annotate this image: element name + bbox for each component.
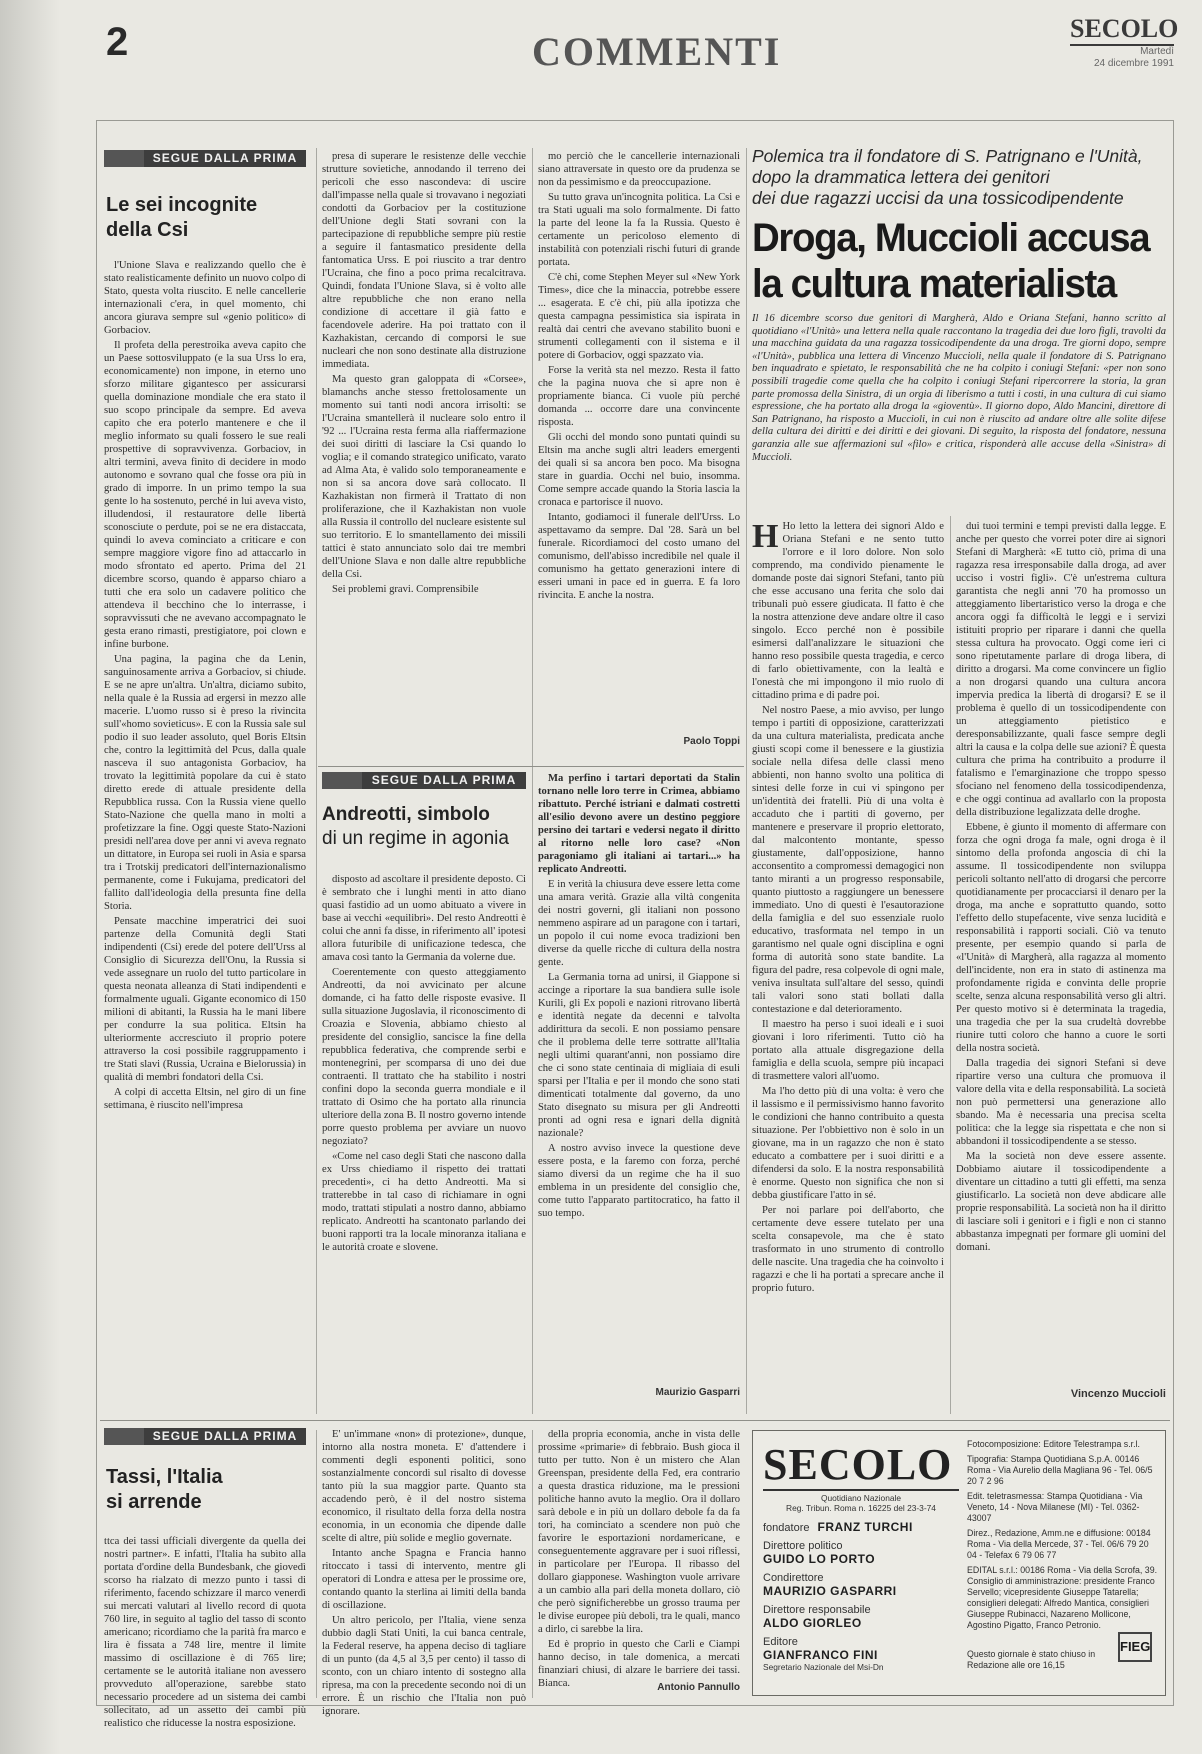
column-rule xyxy=(532,148,533,1414)
masthead-logo: SECOLO xyxy=(1070,14,1174,46)
andreotti-headline-line-2: di un regime in agonia xyxy=(322,828,509,849)
column-rule xyxy=(532,1430,533,1698)
section-rule xyxy=(100,1420,1170,1421)
paragraph: La Germania torna ad unirsi, il Giappone si accinge a riportare la sua bandiera sulle isole Kurili, gli Ex popoli e nazioni ritrovano libertà e identità negate da decenni e talvolta addirittura da secoli. E non possiamo pensare che il problema delle terre sottratte all'Italia negli ultimi quarant'anni, non possiamo dire che ci sono state centinaia di migliaia di esuli sparsi per l'Italia e per il mondo che sono stati dimenticati totalmente dal governo, da uno Stato disegnato su misura per gli Andreotti pronti ad ogni resa e ignari della dignità nazionale? xyxy=(538,972,740,1139)
founder-row xyxy=(763,1520,959,1534)
paragraph: Sei problemi gravi. Comprensibile xyxy=(332,584,479,595)
muccioli-headline-line-1: Droga, Muccioli accusa xyxy=(752,216,1150,260)
column-rule xyxy=(316,148,317,1414)
muccioli-column-2 xyxy=(956,520,1166,1412)
paragraph: E in verità la chiusura deve essere letta come una amara verità. Grazie alla viltà congenita dei nostri governi, gli italiani non possono nemmeno aspirare ad un paragone con i tartari, un popolo il cui nome evoca tradizioni ben diverse da quelle ricche di cultura della nostra gente. xyxy=(538,879,740,968)
andreotti-article-column-1 xyxy=(322,772,526,1412)
csi-headline-line-2: della Csi xyxy=(106,219,189,241)
header-date: 24 dicembre 1991 xyxy=(1093,58,1174,69)
andreotti-tag-bar xyxy=(322,772,526,789)
responsible-director-label: Direttore responsabile xyxy=(763,1603,871,1616)
paragraph: mo perciò che le cancellerie internazionali siano attraversate in questo ore da prudenza se non da pessimismo e da preoccupazione. xyxy=(538,151,740,188)
paragraph: ttca dei tassi ufficiali divergente da quella dei nostri partner». E infatti, l'Italia ha subìto alla portata d'ordine della Bundesbank, che giovedì scorso ha rialzato di mezzo punto i tassi di riferimento, facendo schizzare il marco venerdì sui mercati valutari al livello record di quota 760 lire, in seguito al taglio del tasso di sconto americano; ricordiamo che la parità fra marco e lira è fissata a 748 lire, mentre il limite massimo di oscillazione è di 765 lire; certamente se le autorità italiane non avessero provveduto all'operazione, sarebbe stato necessario procedere ad un sistema dei cambi sollecitato, ad un assetto dei cambi più realistico che riducesse la nostra esposizione. xyxy=(104,1536,306,1729)
masthead-box-left xyxy=(763,1441,959,1672)
masthead-box xyxy=(752,1430,1166,1696)
imprint-line: EDITAL s.r.l.: 00186 Roma - Via della Scrofa, 39. Consiglio di amministrazione: presidente Franco Servello; vicepresidente Giuseppe Tatarella; consiglieri delegati: Alfredo Mantica, consiglieri Giuseppe Rubinacci, Nazareno Mollicone, Agostino Pigatto, Franco Petronio. xyxy=(967,1565,1158,1630)
founder-name: FRANZ TURCHI xyxy=(817,1519,913,1534)
paragraph: Ma la società non deve essere assente. Dobbiamo aiutare il tossicodipendente a diventare un cittadino a tutti gli effetti, ma senza giustificarlo. La società non deve abdicare alle proprie responsabilità. La società non ha il diritto di lasciare soli i genitori e i figli e non ci stanno abbastanza impegnati per formare gli uomini del domani. xyxy=(956,1151,1166,1253)
csi-tag: SEGUE DALLA PRIMA xyxy=(144,150,306,167)
tassi-author: Antonio Pannullo xyxy=(657,1682,740,1693)
tassi-headline-line-1: Tassi, l'Italia xyxy=(106,1466,223,1488)
editor-name: GIANFRANCO FINI xyxy=(763,1647,878,1662)
muccioli-kicker-line-1: Polemica tra il fondatore di S. Patrignano e l'Unità, xyxy=(752,146,1143,166)
tag-block xyxy=(104,1428,144,1445)
csi-headline-line-1: Le sei incognite xyxy=(106,194,258,216)
csi-body-3 xyxy=(538,150,740,730)
csi-headline xyxy=(106,193,306,243)
csi-article-column-3 xyxy=(538,150,740,760)
imprint-block xyxy=(967,1439,1159,1639)
csi-article-column-1 xyxy=(104,150,306,1412)
section-title: COMMENTI xyxy=(532,29,782,74)
tassi-article-column-3 xyxy=(538,1428,740,1700)
masthead-registration: Reg. Tribun. Roma n. 16225 del 23-3-74 xyxy=(786,1503,936,1514)
responsible-director-name: ALDO GIORLEO xyxy=(763,1615,862,1630)
paragraph: l'Unione Slava e realizzando quello che è stato realisticamente definito un nuovo colpo di Stato, questa volta riuscito. E nelle cancellerie internazionali c'era, in quel momento, chi ancora giurava sempre sul «genio politico» di Gorbaciov. xyxy=(104,260,306,336)
paragraph: «Come nel caso degli Stati che nascono dalla ex Urss chiediamo il rispetto dei trattati precedenti», ci ha detto Andreotti. Ma si tratterebbe in tal caso di richiamare in ogni modo, trattati stipulati a nostro danno, abbiamo replicato. Andreotti ha scantonato parlando dei buoni rapporti tra la locale minoranza italiana e le autorità croate e slovene. xyxy=(322,1151,526,1253)
andreotti-headline-line-1: Andreotti, simbolo xyxy=(322,804,490,825)
paragraph: Pensate macchine imperatrici dei suoi partenze della Comunità degli Stati indipendenti (Csi) erede del potere dell'Urss al Consiglio di Sicurezza dell'Onu, la Russia si vede assegnare un ruolo del tutto particolare in questa neonata alleanza di Stati indipendenti e formalmente uguali. Gigante economico di 150 milioni di abitanti, la Russia ha le mani libere per condurre la sua politica. Eltsin ha ulteriormente accresciuto il proprio potere attraverso la cosi possibile raggruppamento i tre Stati slavi (Russia, Ucraina e Bielorussia) in qualità di membri fondatori della Csi. xyxy=(104,916,306,1083)
tag-block xyxy=(322,772,362,789)
editor-label: Editore xyxy=(763,1635,798,1648)
header-masthead xyxy=(1070,14,1179,70)
csi-author: Paolo Toppi xyxy=(683,736,740,747)
tag-block xyxy=(104,150,144,167)
andreotti-headline xyxy=(322,803,526,851)
csi-body-1 xyxy=(104,259,306,1112)
codirector-label: Condirettore xyxy=(763,1571,824,1584)
muccioli-headline-line-2: la cultura materialista xyxy=(752,262,1116,306)
paragraph: Nel nostro Paese, a mio avviso, per lungo tempo i partiti di opposizione, caratterizzati da una cultura materialista, predicata anche giusti scopi come il benessere e la giustizia sociale nella difesa delle classi meno abbienti, non hanno svolto una politica di sintesi delle forze in cui vi spingono per un'identità dei fratelli. Più di una volta è accaduto che i partiti di governo, per mantenere e preservare il proprio elettorato, dal malcontento montante, spesso giustamente, dall'opposizione, hanno acconsentito a compromessi demagogici non tanto miranti a un progresso responsabile, quanto piuttosto a raggiungere un benessere immediato. Uno di questi è l'esautorazione della famiglia e del suo essenziale ruolo educativo, trasformata nel tempo in un garantismo nel quale ogni disciplina e ogni forma di autorità sono state bandite. La figura del padre, resa colpevole di ogni male, veniva insultata sull'altare del sesso, quindi tali valori sono stati bollati dalla contestazione e dal deterioramento. xyxy=(752,705,944,1015)
paragraph: Coerentemente con questo atteggiamento Andreotti, da noi avvicinato per alcune domande, ci ha fatto delle risposte evasive. Il sulla situazione Jugoslavia, il riconoscimento di Croazia e Slovenia, abbiamo chiesto al presidente del consiglio, sancisce la fine della repubblica federativa, che comprende serbi e montenegrini, per scomparsa di uno dei due contraenti. Il trattato che ha stabilito i nostri confini dopo la seconda guerra mondiale e il trattato di Osimo che ha portato alla rinuncia ulteriore della zona B. Il nostro governo intende porre questo problema per avviare un nuovo negoziato? xyxy=(322,967,526,1147)
paragraph: Il profeta della perestroika aveva capito che un Paese sottosviluppato (e la sua Urss lo era, economicamente) non impone, in eterno uno sforzo militare gigantesco per assicurarsi quella dominazione mondiale che era stato il suo scopo principale da sempre. Ed aveva capito che era poterlo mantenere e che il meglio informato su quali fossero le sue reali prospettive di sopravvivenza. Gorbaciov, in altri termini, aveva finito di decidere in modo autonomo e sovrano qual che fosse ora più in grado di imporre. In un primo tempo la sua gente lo ha sostenuto, perché in lui aveva visto, illudendosi, il restauratore delle libertà sconosciute o perdute, poi se ne era distaccata, quindi lo aveva cominciato a criticare e con sempre maggiore vigore fino ad attaccarlo in modo sfrontato ed aperto. Prima del 21 dicembre scorso, quando è apparso chiaro a tutti che era solo un cadavere politico che attendeva il becchino che lo interrasse, i sopravvissuti che ne avevano accompagnato le gesta erano rimasti, prestigiatore, poi clown e infine burbone. xyxy=(104,340,306,650)
header-day: Martedì xyxy=(1140,46,1174,57)
masthead-subtitle: Quotidiano Nazionale xyxy=(763,1489,959,1503)
paragraph: Intanto, godiamoci il funerale dell'Urss. Lo aspettavamo da sempre. Dal '28. Sarà un bel funerale. Ricordiamoci del costo umano del comunismo, dell'abisso incredibile nel quale il comunismo ha gettato generazioni intere di esseri umani in pace ed in guerra. E fa loro rivincita. E anche la nostra. xyxy=(538,512,740,601)
paragraph: Ho letto la lettera dei signori Aldo e Oriana Stefani e ne sento tutto l'orrore e il loro dolore. Non solo comprendo, ma condivido pienamente le domande poste dai signori Stefani, tanto più che esse accusano una ferita che solo dai tribunali può essere giudicata. Il fatto è che la nostra attenzione deve andare oltre il caso singolo. Ecco perché non è possibile esimersi dall'analizzare le situazioni che hanno reso possibile questa tragedia, e cerco di farlo obiettivamente, con la lealtà e l'onestà che mi impongono il mio ruolo di cittadino prima e di padre poi. xyxy=(752,521,944,701)
tassi-headline xyxy=(106,1465,306,1515)
muccioli-column-1 xyxy=(752,520,944,1412)
paragraph: disposto ad ascoltare il presidente deposto. Ci è sembrato che i lunghi menti in atto diano quasi fastidio ad un uomo abituato a vivere in base ai vecchi «equilibri». Del resto Andreotti è colui che anni fa disse, in riferimento all' ipotesi allora futuribile di unificazione tedesca, che amava così tanto la Germania da volerne due. xyxy=(322,874,527,963)
imprint-line: Edit. teletrasmessa: Stampa Quotidiana - Via Veneto, 14 - Nova Milanese (MI) - Tel. 0362-43007 xyxy=(967,1491,1143,1523)
muccioli-body-1 xyxy=(752,520,944,1295)
paragraph: A nostro avviso invece la questione deve essere posta, e la faremo con forza, perché siamo diversi da un regime che ha il suo emblema in un presidente del consiglio che, come tutto l'apparato partitocratico, ha fatto il suo tempo. xyxy=(538,1143,740,1219)
imprint-line: Fotocomposizione: Editore Telestrampa s.r.l. xyxy=(967,1439,1140,1449)
muccioli-kicker-line-3: dei due ragazzi uccisi da una tossicodipendente xyxy=(752,188,1124,208)
director-label: Direttore politico xyxy=(763,1539,843,1552)
imprint-line: Tipografia: Stampa Quotidiana S.p.A. 00146 Roma - Via Aurelio della Magliana 96 - Tel. 06/5 20 7 2 96 xyxy=(967,1454,1153,1486)
tassi-headline-line-2: si arrende xyxy=(106,1491,202,1513)
paragraph: presa di superare le resistenze delle vecchie strutture sovietiche, annodando il terreno dei pericoli che esso nascondeva: di uscire dall'impasse nella quale si trovavano i negoziati condotti da Gorbaciov per la costituzione dell'Unione degli Stati sovrani con la partecipazione di repubbliche sempre più restie a seguire il fantasmatico presidente della fantomatica Urss. E poi riuscito a trar dentro l'Ucraina, che fino a poco prima recalcitrava. Quindi, fondata l'Unione Slava, si è volto alle altre repubbliche che non erano nella condizione di accettare il già fatto e facendovele aderire. Ha poi trattato con il Kazhakistan, cercando di comporsi le sue nucleari che non sono destinate alla distruzione immediata. xyxy=(322,151,526,370)
muccioli-headline xyxy=(752,215,1149,307)
paragraph: C'è chi, come Stephen Meyer sul «New York Times», dice che la minaccia, potrebbe essere ... esagerata. E c'è chi, più alla ipotizza che questa campagna pessimistica sia ispirata in realtà dai centri che avevano stabilito buoni e strumenti collegamenti con il sistema e il potere di Gorbaciov, oggi spazzato via. xyxy=(538,272,740,361)
tassi-tag-bar xyxy=(104,1428,306,1445)
paragraph: Una pagina, la pagina che da Lenin, sanguinosamente arriva a Gorbaciov, si chiude. E se ne apre un'altra. Un'altra, diciamo subito, nella quale è la Russia ad ergersi in mezzo alle macerie. L'uomo russo si è preso la rivincita sull'«homo sovieticus». E con la Russia sale sul podio il suo leader assoluto, quel Boris Eltsin che, contro la legittimità del Pcus, dalla quale nasceva il suo antagonista Gorbaciov, ha trovato la legittimità popolare da cui è stato diretto erede di attuale presidente della Repubblica russa. Con la Russia viene quello Stato-Nazione che quella mano in molti a profetizzare la fine. Oggi queste Stato-Nazioni presidi nell'area dove per anni vi aveva regnato un dittatore, in Europa sei ruoli in Asia e sparsa tra i Trotskij predicatori dell'internazionalismo permanente, come i Fukujama, predicatori del fallito dall'ideologia della presunta fine della Storia. xyxy=(104,654,306,912)
paragraph: Il maestro ha perso i suoi ideali e i suoi giovani i loro riferimenti. Tutto ciò ha portato alla attuale disgregazione della famiglia e della scuola, sempre più incapaci di trasmettere valori all'uomo. xyxy=(752,1019,944,1082)
editor-subtitle: Segretario Nazionale del Msi-Dn xyxy=(763,1661,884,1672)
csi-article-column-2 xyxy=(322,150,526,760)
csi-tag-bar xyxy=(104,150,306,167)
paragraph: Per noi parlare poi dell'aborto, che certamente deve essere tutelato per una scelta consapevole, ma che è stato trasformato in uno strumento di controllo delle nascite. Una tragedia che ha coinvolto i ragazzi e che li ha portati a sprecare anche il proprio futuro. xyxy=(752,1205,944,1294)
paragraph: Ed è proprio in questo che Carli e Ciampi hanno deciso, in tale domenica, a mercati finanziari chiusi, di alzare le barriere dei tassi. Bianca. xyxy=(538,1639,740,1689)
andreotti-article-column-2 xyxy=(538,772,740,1412)
andreotti-body-2 xyxy=(538,772,740,1377)
column-rule xyxy=(746,148,747,1414)
paragraph: Gli occhi del mondo sono puntati quindi su Eltsin ma anche sugli altri leaders emergenti dei quali si sa ancora ben poco. Ma bisogna stare in guardia. Occhi nel buio, insomma. Come sempre accade quando la Storia lascia la cronaca e partorisce il nuovo. xyxy=(538,432,740,508)
closing-note: Questo giornale è stato chiuso in Redazione alle ore 16,15 xyxy=(967,1649,1096,1670)
csi-body-2 xyxy=(322,150,526,596)
paragraph: della propria economia, anche in vista delle prossime «primarie» di febbraio. Bush gioca il tutto per tutto. Non è un mistero che Alan Greenspan, presidente della Fed, era contrario a questa drastica riduzione, ma le pressioni politiche hanno avuto la meglio. Ora il dollaro sarà debole e in più un dollaro debole fa da fa tori, ha cominciato a scendere non può che favorire le esportazioni nordamericane, e conseguentemente aggravare per i suoi riflessi, in particolare per l'Europa. Il ribasso del dollaro giapponese. Washington vuole arrivare a un cambio alla pari della moneta dollaro, ciò che però significherebbe un grosso trauma per le divise europee più deboli, tra le quali, manco a dirlo, ci sarebbe la lira. xyxy=(538,1429,740,1635)
page-fold-shadow xyxy=(0,0,60,1754)
section-rule xyxy=(318,766,744,767)
fieg-stamp: FIEG xyxy=(1118,1632,1152,1662)
column-rule xyxy=(950,516,951,1414)
paragraph: Forse la verità sta nel mezzo. Resta il fatto che la pagina nuova che si apre non è propriamente bianca. Ci vuole più perché domanda ... occorre dare una convincente risposta. xyxy=(538,365,740,428)
imprint-line: Direz., Redazione, Amm.ne e diffusione: 00184 Roma - Via della Mercede, 37 - Tel. 06/6 79 20 04 - Telefax 6 79 06 77 xyxy=(967,1528,1151,1560)
paragraph: Ma perfino i tartari deportati da Stalin tornano nelle loro terre in Crimea, abbiamo ribattuto. Perché istriani e dalmati costretti all'esilio devono avere un destino peggiore persino dei tartari e vedersi negato il diritto al ritorno nelle loro case? «Non paragoniamo gli italiani ai tartari...» ha replicato Andreotti. xyxy=(538,773,740,875)
column-rule xyxy=(316,1430,317,1698)
paragraph: dui tuoi termini e tempi previsti dalla legge. E anche per questo che vorrei poter dire ai signori Stefani di Margherà: «E tutto ciò, prima di una ragazza resa irresponsabile dalla droga, ad aver ucciso i vostri figli». C'è un'estrema cultura garantista che negli anni '70 ha promosso un atteggiamento libertaristico verso la droga e che ancora oggi fa difficoltà le leggi e i servizi istituiti proprio per riparare i danni che quella stessa cultura ha provocato. Oggi come ieri ci sono ripetutamente parlare di droga libera, di diritto a drogarsi. Ma come convincere un figlio a non drogarsi quando una cultura ancora impervia predica la libertà di drogarsi? E se il problema è quello di un tossicodipendente con un atteggiamento pietistico e deresponsabilizzante, quali fasce sempre degli altri la causa e la colpa delle sue azioni? È questa cultura che prima ha contribuito a produrre il fatalismo e l'emarginazione che troppo spesso sfociano nel fenomeno della tossicodipendenza, e che oggi continua ad avallarlo con la proposta della distribuzione legalizzata delle droghe. xyxy=(956,521,1166,818)
paragraph: Su tutto grava un'incognita politica. La Csi e tra Stati uguali ma solo formalmente. Di fatto la parte del leone la fa la Russia. Questo è certamente un pericoloso elemento di instabilità con potenziali rischi futuri di grande portata. xyxy=(538,192,740,268)
founder-label: fondatore xyxy=(763,1521,810,1534)
codirector-name: MAURIZIO GASPARRI xyxy=(763,1583,897,1598)
paragraph: E' un'immane «non» di protezione», dunque, intorno alla nostra moneta. E' d'attendere i commenti degli esponenti politici, sono sostanzialmente concordi sul risalto di dovesse tanto più la sua maggior parte. Quanto sta accadendo però, è il del nostro sistema economico, il risultato della forza della nostra economia, in un economia che dipende dalle scelte di altre, più solide e meglio governate. xyxy=(322,1429,526,1544)
andreotti-tag: SEGUE DALLA PRIMA xyxy=(362,772,526,789)
dropcap: H xyxy=(752,518,779,555)
muccioli-body-2 xyxy=(956,520,1166,1386)
paragraph: Ma questo gran galoppata di «Corsee», blamanchs anche stesso frettolosamente un momento sui tanti nodi ancora irrisolti: se l'Ucraina smantellerà il nucleare solo entro il '92 ... l'Ucraina resta ferma alla riaffermazione dei suoi diritti di lasciare la Csi quando lo voglia; e il comando strategico unificato, varato ad Alma Ata, è valido solo temporaneamente e non si sa ancora dove sarà collocato. Il Kazhakistan non firmerà il Trattato di non proliferazione, che il Kazhakistan non vuole alla Russia il controllo del nucleare esistente sul suo territorio. E lo smantellamento dei missili tattici è stato annunciato solo dai tre membri dell'Unione Slava e non dalle altre repubbliche della Csi. xyxy=(322,374,526,580)
muccioli-header xyxy=(752,146,1166,516)
paragraph: Un altro pericolo, per l'Italia, viene senza dubbio dagli Stati Uniti, la cui banca centrale, la Federal reserve, ha appena deciso di tagliare di un punto (da 4,5 al 3,5 per cento) il tasso di sconto, con un chiaro intento di sostegno alla ripresa, ma con la precedente secondo noi di un errore. È un rischio che l'Italia non può ignorare. xyxy=(322,1615,526,1717)
muccioli-kicker xyxy=(752,146,1166,209)
tassi-article-column-2 xyxy=(322,1428,526,1717)
andreotti-body-1 xyxy=(322,873,526,1254)
tassi-article-column-1 xyxy=(104,1428,306,1729)
director-name: GUIDO LO PORTO xyxy=(763,1551,876,1566)
masthead-box-logo: SECOLO xyxy=(763,1440,953,1489)
paragraph: Intanto anche Spagna e Francia hanno ritoccato i tassi di intervento, mentre gli operatori di Londra e attesa per le prossime ore, contando quanto la sterlina ai limiti della banda di oscillazione. xyxy=(322,1548,526,1611)
muccioli-standfirst: Il 16 dicembre scorso due genitori di Margherà, Aldo e Oriana Stefani, hanno scritto al quotidiano «l'Unità» una lettera nella quale raccontano la tragedia dei due loro figli, travolti da una macchina guidata da una ragazza tossicodipendente da una droga. Tre giorni dopo, sempre «l'Unità», pubblica una lettera di Vincenzo Muccioli, nella quale il fondatore di S. Patrignano ben inquadrato e spietato, le responsabilità che ne ha colpito i coniugi Stefani: «per non sono possibili tragedie come quella che ha colpito i coniugi Stefani ripercorrere la storia, la gran parte promossa della Sinistra, di un orgia di liberismo a tutti i costi, in una cultura di cui siamo espressione, che ha portato alla droga la «gioventù». Il giorno dopo, Aldo Mancini, direttore di San Patrignano, ha risposto a Muccioli, in cui non è riuscito ad andare oltre alle solite difese della cultura dei diritti e dei diritti e dei giovani. Di seguito, la risposta del fondatore, nessuna garanzia alle sue affermazioni sul «filo» e critica, risponderà alle accuse della «Sinistra» di Muccioli. xyxy=(752,313,1166,463)
paragraph: Ebbene, è giunto il momento di affermare con forza che ogni droga fa male, ogni droga è il sintomo della profonda angoscia di chi la assume. Il tossicodipendente non sviluppa pericoli soltanto nell'atto di drogarsi che percorre quotidianamente per procacciarsi il denaro per la droga, ma anche e soprattutto quando, sotto l'effetto dello stupefacente, vive senza lucidità e responsabilità i rapporti sociali. Ciò va tenuto presente, per esempio quando si parla de «l'Unità» di Margherà, alla ragazza al momento dell'incidente, non era in stato di astinenza ma profondamente rigida e convinta delle proprie scelte, senza alcuna responsabilità verso gli altri. Per questo motivo si è determinata la tragedia, una tragedia che per la sua crudeltà dovrebbe riunire tutti coloro che hanno a cuore le sorti della nostra società. xyxy=(956,822,1166,1054)
muccioli-kicker-line-2: dopo la drammatica lettera dei genitori xyxy=(752,167,1050,187)
tassi-body-2 xyxy=(322,1428,526,1718)
paragraph: Dalla tragedia dei signori Stefani si deve ripartire verso una cultura che promuova il valore della vita e della responsabilità. La società non può permettersi una generazione allo sbando. Ma è necessaria una precisa scelta politica: che la legge sia rispettata e che non si abbandoni il tossicodipendente a se stesso. xyxy=(956,1058,1166,1147)
tassi-tag: SEGUE DALLA PRIMA xyxy=(144,1428,306,1445)
andreotti-author: Maurizio Gasparri xyxy=(655,1387,740,1398)
tassi-body-1 xyxy=(104,1535,306,1730)
paragraph: A colpi di accetta Eltsin, nel giro di un fine settimana, è riuscito nell'impresa xyxy=(104,1087,306,1111)
muccioli-author: Vincenzo Muccioli xyxy=(1070,1388,1166,1400)
paragraph: Ma l'ho detto più di una volta: è vero che il lassismo e il permissivismo hanno favorito le condizioni che hanno contribuito a questa situazione. Per l'obbiettivo non è solo in un giovane, ma in un ragazzo che non è stato educato a combattere per i suoi diritti e a difendersi da solo. E la nostra responsabilità è enorme. Questo non significa che non si debba giustificare l'atto in sé. xyxy=(752,1086,944,1201)
page-number: 2 xyxy=(106,20,129,64)
